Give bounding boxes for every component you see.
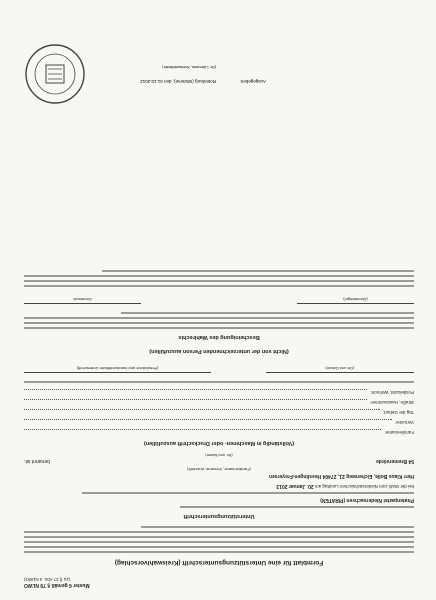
signature-row: [24, 366, 414, 373]
form-title: Formblatt für eine Unterstützungsunterschrift (Kreiswahlvorschlag): [114, 559, 324, 567]
district-name: 54 Bremervörde: [375, 458, 414, 465]
field-geburtstag[interactable]: Tag der Geburt:: [24, 409, 414, 415]
certification-text: [24, 313, 414, 330]
field-strasse[interactable]: Straße, Hausnummer:: [24, 399, 414, 405]
certificate-heading: Unterstützungsunterschrift: [183, 513, 255, 519]
candidate-caption: (Familienname, Vorname, Anschrift): [187, 467, 251, 473]
candidate-line: Herr Klaus Bolle, Eichenweg 21, 27404 Heeslingen-Freyersen: [268, 472, 414, 479]
district-suffix: benannt ist.: [24, 458, 50, 465]
authority-title: Gemeinde: [24, 298, 141, 305]
field-vorname[interactable]: Vorname:: [24, 419, 414, 425]
field-familienname[interactable]: Familienname:: [24, 429, 414, 435]
authority-row: [24, 298, 414, 305]
party-name: Piratenpartei Niedersachsen (PIRATEN): [320, 497, 414, 504]
issue-caption: Ausgegeben:: [239, 79, 266, 84]
authority-seal-caption: (Dienstsiegel): [297, 298, 414, 305]
personal-fields: [24, 389, 414, 435]
form-reference: (zu § 27 Abs. 4 NLWO): [24, 576, 70, 582]
issue-place: Rotenburg (Wümme), den 01.10.2012: [140, 79, 216, 84]
intro-text: [24, 526, 414, 553]
district-caption: (Nr. und Name): [205, 453, 233, 459]
signature-line[interactable]: (Persönliche und handschriftliche Unterschrift): [24, 366, 211, 373]
field-plz-wohnort[interactable]: Postleitzahl, Wohnort:: [24, 389, 414, 395]
election-date: 20. Januar 2013: [276, 482, 314, 489]
note-heading: (Nicht von der unterzeichnenden Person auszufüllen): [149, 348, 289, 355]
place-date-line[interactable]: (Ort und Datum): [266, 366, 414, 373]
officer-caption: (Dr. Lühmann, Kreiswahlleiter): [162, 65, 216, 70]
form-header: [24, 576, 414, 588]
print-note: (Vollständig in Maschinen- oder Druckschrift auszufüllen): [143, 440, 295, 447]
election-block: [24, 453, 414, 508]
footnote: [24, 271, 414, 288]
form-number: Muster 6 gemäß § 79 NLWO: [24, 582, 90, 588]
election-text: bei der Wahl zum Niedersächsischen Landtag am: [314, 483, 414, 489]
certification-heading: Bescheinigung des Wahlrechts: [178, 334, 260, 341]
